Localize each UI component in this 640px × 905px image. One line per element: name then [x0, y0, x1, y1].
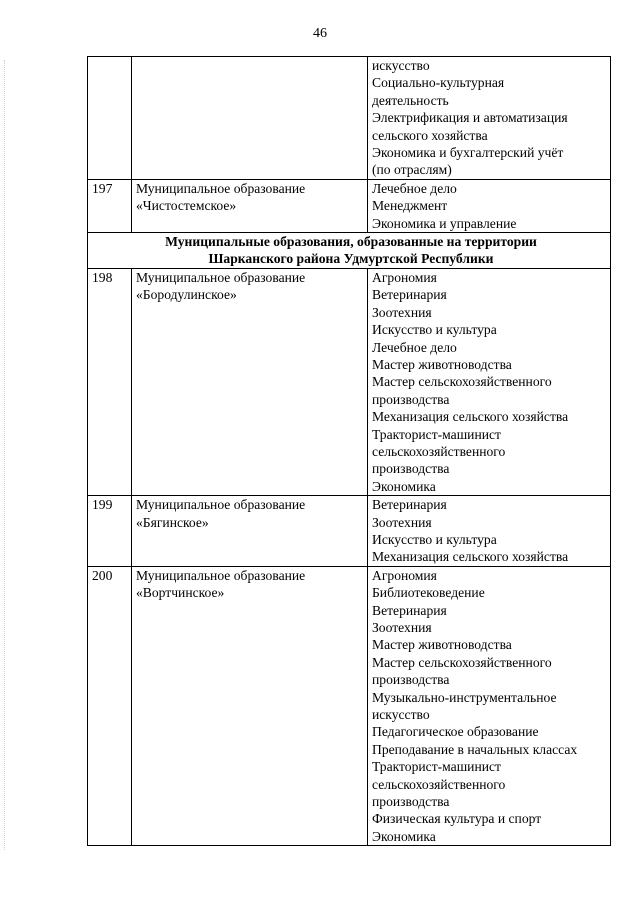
specialty-line: Тракторист-машинист — [372, 759, 501, 775]
table-row-198 — [88, 268, 611, 495]
specialty-line: Зоотехния — [372, 304, 432, 320]
specialties-cell — [368, 57, 611, 180]
specialty-line: Зоотехния — [372, 620, 432, 635]
specialty-line: Экономика и управление — [372, 215, 517, 231]
municipality-line: Муниципальное образование — [136, 567, 306, 583]
specialty-line: производства — [372, 391, 450, 407]
specialty-line: Механизация сельского хозяйства — [372, 409, 569, 425]
specialty-line: Педагогическое образование — [372, 724, 539, 740]
table-row-197 — [88, 179, 611, 232]
specialty-line: Экономика — [372, 478, 436, 494]
specialty-line: Лечебное дело — [372, 180, 457, 196]
specialty-line: Искусство и культура — [372, 322, 497, 338]
specialty-line: Тракторист-машинист — [372, 426, 501, 442]
specialty-line: Менеджмент — [372, 198, 448, 214]
section-header-line: Шарканского района Удмуртской Республики — [208, 251, 494, 267]
specialty-line: Мастер сельскохозяйственного — [372, 374, 552, 390]
municipality-line: Муниципальное образование — [136, 180, 306, 196]
number-cell: 197 — [88, 179, 132, 232]
specialty-line: Музыкально-инструментальное — [372, 689, 557, 705]
specialty-line: Мастер сельскохозяйственного — [372, 654, 552, 670]
specialty-line: Ветеринария — [372, 287, 447, 303]
specialty-line: Преподавание в начальных классах — [372, 741, 578, 757]
specialty-line: производства — [372, 461, 450, 477]
specialties-table — [87, 56, 611, 846]
municipality-cell — [132, 268, 368, 495]
specialty-line: производства — [372, 672, 450, 688]
number-cell: 198 — [88, 268, 132, 495]
specialty-line: сельского хозяйства — [372, 127, 488, 143]
specialty-line: Мастер животноводства — [372, 356, 512, 372]
number-cell: 200 — [88, 566, 132, 846]
municipality-cell — [132, 179, 368, 232]
specialty-line: Ветеринария — [372, 497, 447, 513]
specialty-line: (по отраслям) — [372, 162, 452, 178]
municipality-line: Муниципальное образование — [136, 269, 306, 285]
specialties-cell — [368, 179, 611, 232]
specialty-line: Экономика и бухгалтерский учёт — [372, 145, 564, 161]
table-row-199 — [88, 496, 611, 567]
page-number: 46 — [313, 26, 327, 41]
specialty-line: Социально-культурная — [372, 75, 505, 91]
table-row-continuation — [88, 57, 611, 180]
specialty-line: Искусство и культура — [372, 531, 497, 547]
section-header — [88, 233, 611, 269]
specialty-line: Ветеринария — [372, 602, 447, 618]
section-header-line: Муниципальные образования, образованные на территории — [165, 234, 537, 250]
specialty-line: Экономика — [372, 828, 436, 844]
specialty-line: Библиотековедение — [372, 585, 485, 601]
number-cell: 199 — [88, 496, 132, 567]
municipality-cell — [132, 57, 368, 180]
specialty-line: искусство — [372, 707, 430, 723]
municipality-line: «Бородулинское» — [136, 287, 237, 303]
specialties-cell — [368, 566, 611, 846]
specialties-cell — [368, 268, 611, 495]
specialty-line: Агрономия — [372, 567, 437, 583]
municipality-line: Муниципальное образование — [136, 497, 306, 513]
specialty-line: сельскохозяйственного — [372, 443, 506, 459]
municipality-line: «Бягинское» — [136, 514, 209, 530]
specialty-line: Электрификация и автоматизация — [372, 110, 568, 126]
specialty-line: Физическая культура и спорт — [372, 811, 542, 827]
section-header-row — [88, 233, 611, 269]
specialty-line: Лечебное дело — [372, 339, 457, 355]
specialty-line: Мастер животноводства — [372, 637, 512, 653]
table-row-200 — [88, 566, 611, 846]
specialty-line: искусство — [372, 58, 430, 73]
municipality-cell — [132, 496, 368, 567]
specialty-line: деятельность — [372, 92, 449, 108]
specialty-line: Агрономия — [372, 269, 437, 285]
municipality-line: «Вортчинское» — [136, 585, 225, 601]
specialty-line: производства — [372, 794, 450, 810]
specialties-cell — [368, 496, 611, 567]
municipality-cell — [132, 566, 368, 846]
scan-edge-marks — [4, 60, 6, 850]
number-cell — [88, 57, 132, 180]
specialty-line: сельскохозяйственного — [372, 776, 506, 792]
specialty-line: Зоотехния — [372, 514, 432, 530]
specialty-line: Механизация сельского хозяйства — [372, 549, 569, 565]
municipality-line: «Чистостемское» — [136, 198, 237, 214]
